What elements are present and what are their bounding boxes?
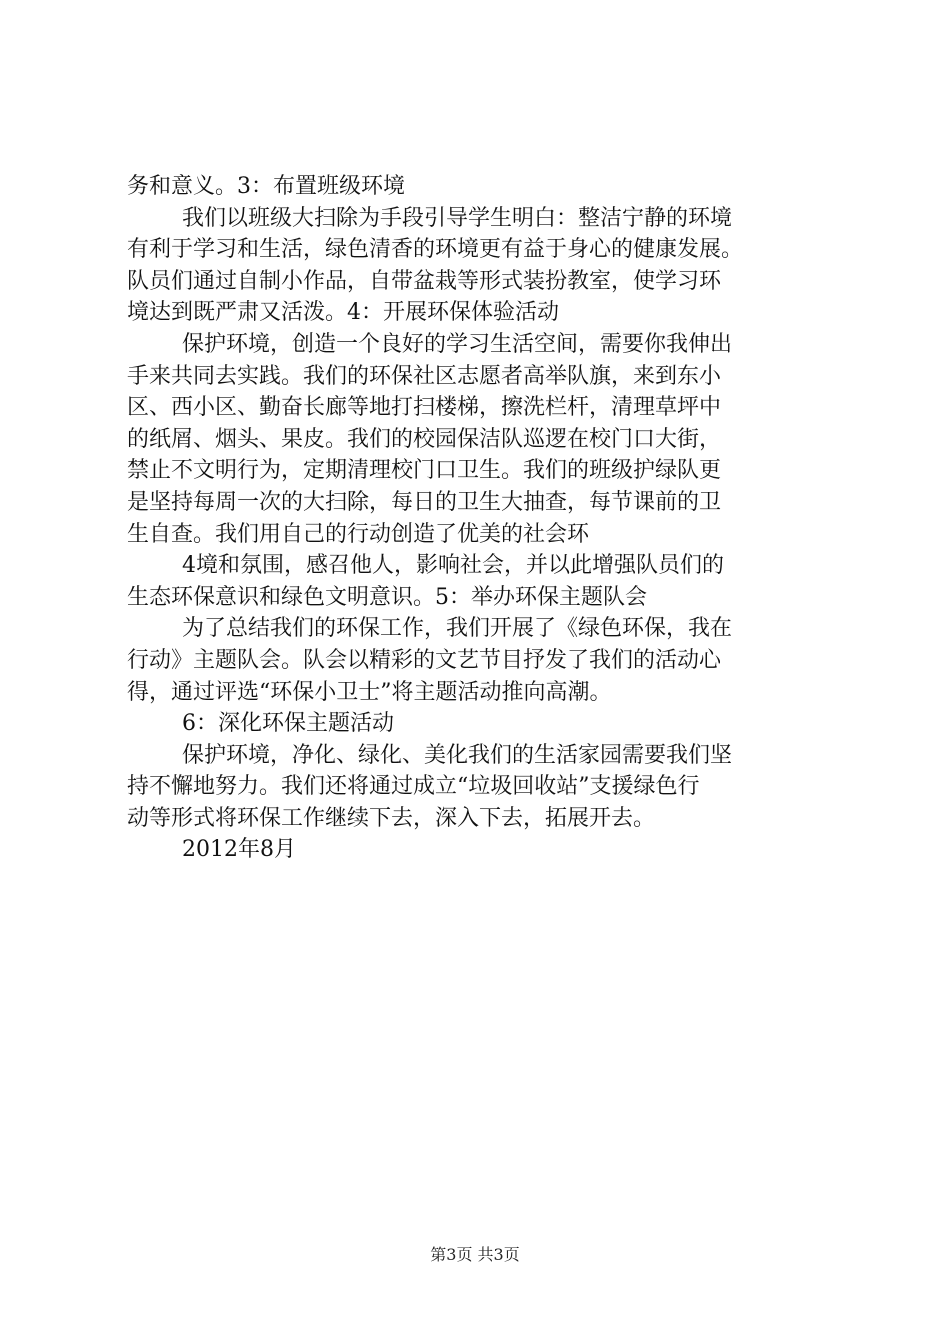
text-line: 生态环保意识和绿色文明意识。5：举办环保主题队会 [127, 584, 647, 610]
text-line: 禁止不文明行为，定期清理校门口卫生。我们的班级护绿队更 [127, 458, 722, 484]
text-line: 4境和氛围，感召他人，影响社会，并以此增强队员们的 [182, 553, 724, 579]
text-line: 务和意义。3：布置班级环境 [127, 174, 405, 199]
text-line: 行动》主题队会。队会以精彩的文艺节目抒发了我们的活动心 [127, 647, 722, 673]
text-line: 6：深化环保主题活动 [182, 711, 394, 737]
text-line: 保护环境，净化、绿化、美化我们的生活家园需要我们坚 [182, 742, 733, 768]
text-line: 手来共同去实践。我们的环保社区志愿者高举队旗，来到东小 [127, 363, 722, 389]
text-line: 的纸屑、烟头、果皮。我们的校园保洁队巡逻在校门口大街， [127, 426, 722, 452]
date-line: 2012年8月 [182, 837, 296, 863]
text-line: 区、西小区、勤奋长廊等地打扫楼梯，擦洗栏杆，清理草坪中 [127, 395, 722, 421]
text-line: 动等形式将环保工作继续下去，深入下去，拓展开去。 [127, 805, 656, 831]
text-line: 有利于学习和生活，绿色清香的环境更有益于身心的健康发展。 [127, 237, 744, 263]
document-body [127, 171, 832, 866]
text-line: 生自查。我们用自己的行动创造了优美的社会环 [127, 521, 590, 547]
text-line: 我们以班级大扫除为手段引导学生明白：整洁宁静的环境 [182, 205, 733, 231]
text-line: 保护环境，创造一个良好的学习生活空间，需要你我伸出 [182, 331, 733, 357]
text-line: 是坚持每周一次的大扫除，每日的卫生大抽查，每节课前的卫 [127, 489, 722, 515]
text-line: 为了总结我们的环保工作，我们开展了《绿色环保，我在 [182, 616, 733, 642]
text-line: 队员们通过自制小作品，自带盆栽等形式装扮教室，使学习环 [127, 268, 722, 294]
text-line: 境达到既严肃又活泼。4：开展环保体验活动 [127, 300, 559, 326]
text-line: 得，通过评选“环保小卫士”将主题活动推向高潮。 [127, 679, 612, 705]
text-line: 持不懈地努力。我们还将通过成立“垃圾回收站”支援绿色行 [127, 774, 700, 800]
page-number-footer: 第3页 共3页 [430, 1245, 520, 1264]
